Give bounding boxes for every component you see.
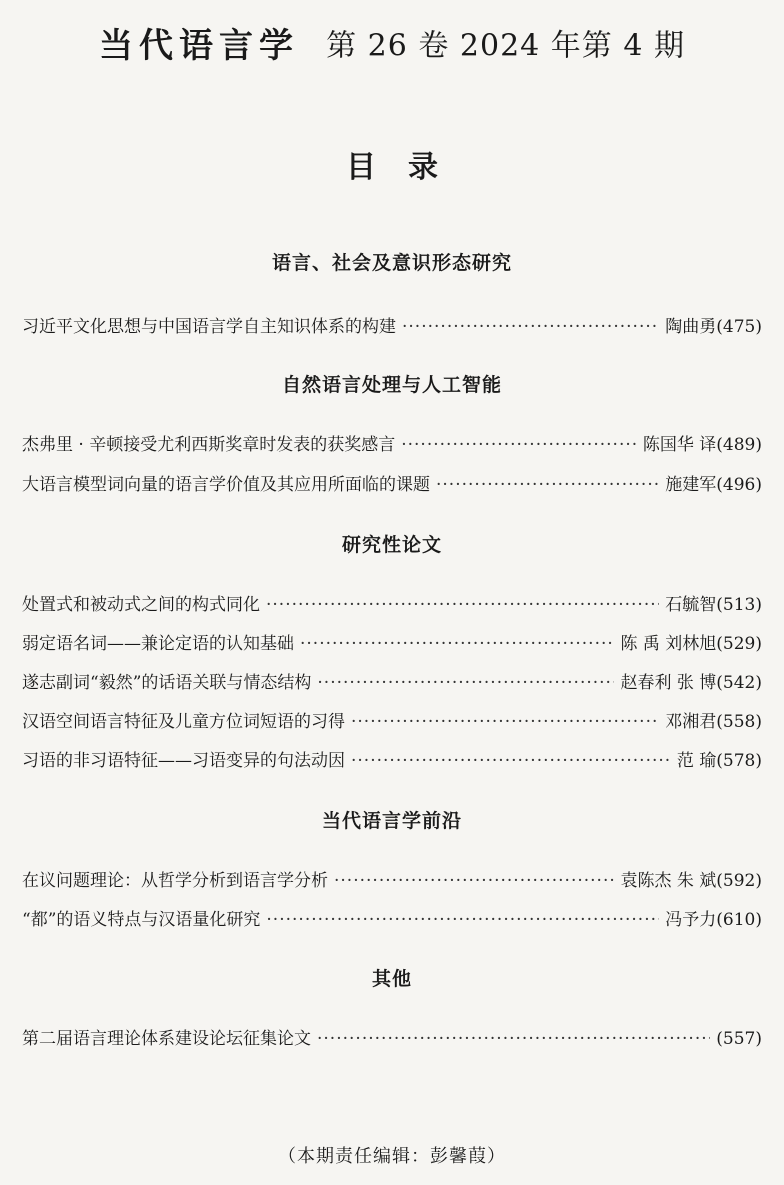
entry-page: (578) bbox=[716, 751, 762, 771]
entry-title: 大语言模型词向量的语言学价值及其应用所面临的课题 bbox=[22, 475, 430, 495]
entry-page: (529) bbox=[716, 634, 762, 654]
toc-entry[interactable] bbox=[22, 866, 762, 892]
entry-title: 弱定语名词——兼论定语的认知基础 bbox=[22, 634, 294, 654]
entry-author: 赵春利 张 博 bbox=[620, 673, 717, 693]
entry-author: 陈 禹 刘林旭 bbox=[620, 634, 717, 654]
toc-entry[interactable] bbox=[22, 905, 762, 931]
entry-title: 遂志副词“毅然”的话语关联与情态结构 bbox=[22, 673, 312, 693]
entry-page: (592) bbox=[716, 871, 762, 891]
section-heading: 其他 bbox=[371, 968, 412, 990]
entry-author: 施建军 bbox=[665, 475, 717, 495]
entry-page: (557) bbox=[716, 1029, 762, 1049]
entry-title: “都”的语义特点与汉语量化研究 bbox=[22, 910, 261, 930]
toc-entry[interactable] bbox=[22, 470, 762, 496]
section-heading: 自然语言处理与人工智能 bbox=[281, 374, 502, 396]
toc-entry[interactable] bbox=[22, 746, 762, 772]
leader-dots bbox=[436, 475, 659, 495]
toc-entry[interactable] bbox=[22, 430, 762, 456]
editor-note: （本期责任编辑：彭馨葭） bbox=[278, 1146, 506, 1167]
section-heading: 当代语言学前沿 bbox=[321, 810, 462, 832]
entry-title: 杰弗里 · 辛顿接受尤利西斯奖章时发表的获奖感言 bbox=[22, 435, 396, 455]
entry-author: 邓湘君 bbox=[665, 712, 717, 732]
leader-dots bbox=[401, 435, 637, 455]
entry-author: 陈国华 译 bbox=[642, 435, 717, 455]
toc-entry[interactable] bbox=[22, 590, 762, 616]
journal-name: 当代语言学 bbox=[99, 26, 300, 66]
entry-author: 陶曲勇 bbox=[665, 317, 717, 337]
leader-dots bbox=[317, 673, 614, 693]
issue-info: 第 26 卷 2024 年第 4 期 bbox=[326, 28, 685, 64]
entry-page: (542) bbox=[716, 673, 762, 693]
leader-dots bbox=[300, 634, 614, 654]
entry-author: 范 瑜 bbox=[676, 751, 717, 771]
toc-entry[interactable] bbox=[22, 1024, 762, 1050]
toc-entry[interactable] bbox=[22, 707, 762, 733]
leader-dots bbox=[266, 595, 659, 615]
leader-dots bbox=[351, 712, 659, 732]
leader-dots bbox=[317, 1029, 710, 1049]
entry-page: (558) bbox=[716, 712, 762, 732]
entry-author: 袁陈杰 朱 斌 bbox=[620, 871, 717, 891]
entry-title: 习语的非习语特征——习语变异的句法动因 bbox=[22, 751, 345, 771]
section-heading: 研究性论文 bbox=[341, 534, 442, 556]
leader-dots bbox=[266, 910, 659, 930]
leader-dots bbox=[334, 871, 614, 891]
toc-entry[interactable] bbox=[22, 629, 762, 655]
entry-title: 处置式和被动式之间的构式同化 bbox=[22, 595, 260, 615]
entry-title: 在议问题理论：从哲学分析到语言学分析 bbox=[22, 871, 328, 891]
entry-title: 习近平文化思想与中国语言学自主知识体系的构建 bbox=[22, 317, 396, 337]
entry-page: (610) bbox=[716, 910, 762, 930]
toc-entry[interactable] bbox=[22, 668, 762, 694]
toc-entry[interactable] bbox=[22, 312, 762, 338]
toc-title: 目录 bbox=[346, 150, 470, 185]
leader-dots bbox=[351, 751, 671, 771]
entry-page: (475) bbox=[716, 317, 762, 337]
entry-title: 汉语空间语言特征及儿童方位词短语的习得 bbox=[22, 712, 345, 732]
leader-dots bbox=[402, 317, 659, 337]
journal-header bbox=[0, 18, 784, 67]
entry-page: (496) bbox=[716, 475, 762, 495]
entry-page: (489) bbox=[716, 435, 762, 455]
entry-page: (513) bbox=[716, 595, 762, 615]
section-heading: 语言、社会及意识形态研究 bbox=[271, 252, 512, 274]
entry-author: 冯予力 bbox=[665, 910, 717, 930]
entry-author: 石毓智 bbox=[665, 595, 717, 615]
entry-title: 第二届语言理论体系建设论坛征集论文 bbox=[22, 1029, 311, 1049]
